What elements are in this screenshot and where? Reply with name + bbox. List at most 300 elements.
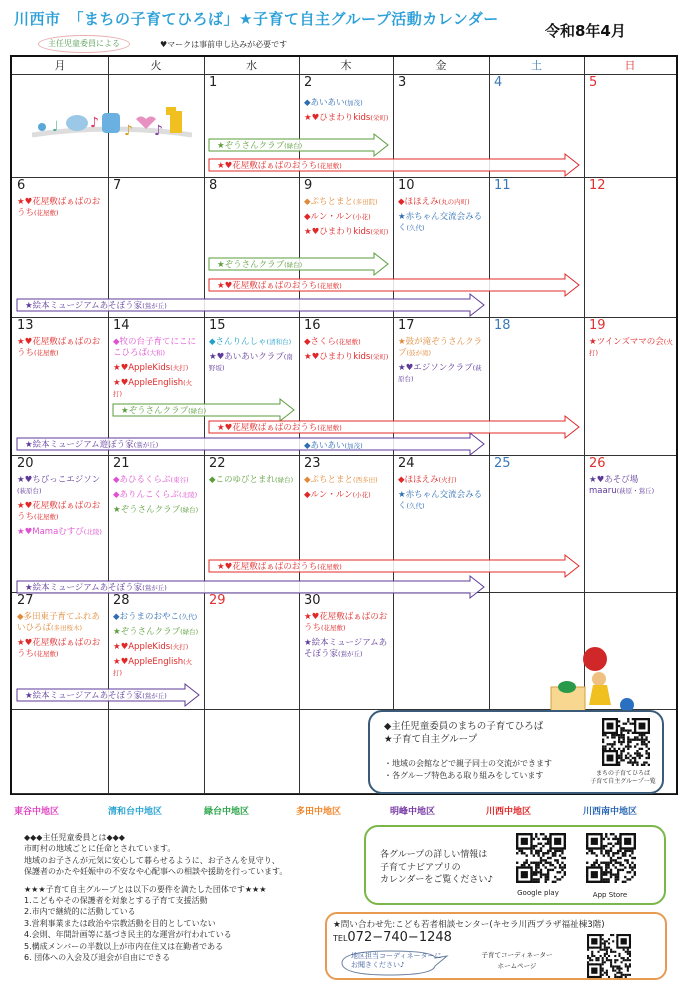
day-number <box>113 76 201 90</box>
app-line1: 各グループの詳しい情報は <box>380 850 488 860</box>
event-arrow[interactable] <box>209 555 579 577</box>
day-cell[interactable] <box>393 177 489 234</box>
day-number: 5 <box>589 75 598 90</box>
event-location: (丸の内町) <box>438 198 470 206</box>
event-location: (火打) <box>589 338 673 357</box>
day-cell[interactable] <box>204 592 299 608</box>
day-number: 27 <box>17 593 34 608</box>
event-item[interactable] <box>17 501 105 523</box>
arrow-label <box>217 279 342 291</box>
day-cell[interactable] <box>584 317 676 359</box>
district-label: 多田中地区 <box>296 807 342 817</box>
explanation-line: ◆◆◆主任児童委員とは◆◆◆ <box>24 833 125 842</box>
event-location: (花屋敷) <box>34 209 59 217</box>
tel-label: TEL <box>333 934 348 943</box>
explanation-text <box>24 832 287 963</box>
explanation-line: 地域のお子さんが元気に安心して暮らせるように、お子さんを見守り、 <box>24 855 280 865</box>
event-location: (鴬が丘) <box>142 692 167 700</box>
event-location: (花屋敷) <box>34 349 59 357</box>
day-number: 9 <box>304 178 313 193</box>
year-month: 令和8年4月 <box>545 22 626 40</box>
event-location: (久代) <box>406 224 425 232</box>
district-label: 清和台中地区 <box>108 807 163 817</box>
event-name: ★♥AppleEnglish <box>113 657 184 667</box>
event-name: ★♥花屋敷ばぁばのおうち <box>17 638 101 659</box>
day-cell[interactable] <box>204 74 299 90</box>
event-arrow[interactable] <box>209 253 388 275</box>
event-name: ★♥Mamaむすび <box>17 527 84 537</box>
event-arrow[interactable] <box>17 433 484 455</box>
event-name: ★♥花屋敷ばぁばのおうち <box>217 161 318 171</box>
explanation-line: ★★★子育て自主グループとは以下の要件を満たした団体です★★★ <box>24 884 267 894</box>
info-bullet1: ・地域の会館などで親子同士の交流ができます <box>384 759 552 768</box>
spacer <box>304 90 390 94</box>
info-box <box>368 710 664 794</box>
event-location: (小花) <box>352 213 371 221</box>
day-number: 2 <box>304 75 313 90</box>
event-name: ★絵本ミュージアムあそぼう家 <box>25 583 143 593</box>
event-arrow[interactable] <box>17 684 199 706</box>
day-cell[interactable] <box>299 592 393 660</box>
event-name: ★♥ちびっこエジソン <box>17 475 101 485</box>
event-name: ◆牧の台子育てにこにこひろば <box>113 337 197 358</box>
event-item[interactable] <box>17 197 105 219</box>
day-number: 14 <box>113 318 130 333</box>
arrow-label <box>217 560 342 572</box>
app-info-box <box>364 825 666 905</box>
day-cell[interactable] <box>204 317 299 374</box>
event-item[interactable] <box>17 475 105 497</box>
qr-caption-2: 子育て自主グループ一覧 <box>590 778 656 785</box>
event-item[interactable] <box>113 612 201 623</box>
day-cell[interactable] <box>299 177 393 238</box>
event-item[interactable] <box>17 527 105 538</box>
event-location: (久代) <box>179 613 198 621</box>
event-arrow[interactable] <box>209 154 579 176</box>
day-number: 6 <box>17 178 26 193</box>
event-item[interactable] <box>209 352 296 374</box>
event-location: (北陵) <box>179 491 198 499</box>
day-number: 7 <box>113 178 122 193</box>
event-location: (加茂) <box>344 99 363 107</box>
event-item[interactable] <box>113 363 201 374</box>
grid-line <box>204 57 205 793</box>
day-cell[interactable] <box>393 74 489 90</box>
event-location: (火打) <box>438 476 457 484</box>
event-location: (南野坂) <box>209 353 293 372</box>
event-item[interactable] <box>209 337 296 348</box>
weekday-header: 金 <box>435 59 447 72</box>
event-name: ◆ほほえみ <box>398 197 439 207</box>
day-number <box>494 594 581 608</box>
weekday-header: 日 <box>624 59 636 72</box>
event-item[interactable] <box>398 475 486 486</box>
day-cell[interactable] <box>584 455 676 497</box>
event-location: (鴬が丘) <box>338 650 363 658</box>
event-name: ★ぞうさんクラブ <box>121 406 189 416</box>
event-location: (花屋敷) <box>317 282 342 290</box>
event-item[interactable] <box>304 212 390 223</box>
app-store-qr[interactable] <box>586 833 636 887</box>
explanation-line: 1.こどもやその保護者を対象とする子育て支援活動 <box>24 896 208 906</box>
event-item[interactable] <box>113 505 201 516</box>
event-item[interactable] <box>304 638 390 660</box>
event-location: (花屋敷) <box>317 563 342 571</box>
contact-box <box>325 912 667 980</box>
homepage-label <box>477 950 557 972</box>
event-location: (萩原・鴬丘) <box>616 487 655 495</box>
event-location: (花屋敷) <box>34 650 59 658</box>
day-cell[interactable] <box>12 592 108 660</box>
event-location: (緑台) <box>284 142 303 150</box>
event-name: ★♥AppleKids <box>113 642 171 652</box>
contact-tel <box>333 930 452 945</box>
app-line2: 子育てナビアプリの <box>380 862 461 873</box>
event-name: ★絵本ミュージアムあそぼう家 <box>304 638 388 659</box>
arrow-label <box>217 258 302 270</box>
event-location: (大和) <box>147 349 166 357</box>
event-name: ★♥花屋敷ばぁばのおうち <box>17 197 101 218</box>
day-number: 16 <box>304 318 321 333</box>
tel-number: 072−740−1248 <box>347 930 452 945</box>
day-number: 30 <box>304 593 321 608</box>
info-line2: ★子育て自主グループ <box>384 734 478 745</box>
qr-caption-1: まちの子育てひろば <box>595 770 650 777</box>
event-item[interactable] <box>304 337 390 348</box>
event-name: ◆あひるくらぶ <box>113 475 171 485</box>
day-number: 3 <box>398 75 407 90</box>
event-name: ◆ありんこくらぶ <box>113 490 180 500</box>
day-number: 18 <box>494 318 511 333</box>
qr-pattern <box>602 718 650 766</box>
heart-note: ♥マークは事前申し込みが必要です <box>160 40 288 49</box>
district-label: 東谷中地区 <box>14 807 60 817</box>
day-cell[interactable] <box>12 177 108 219</box>
event-name: ★♥AppleKids <box>113 363 171 373</box>
event-item[interactable] <box>113 490 201 501</box>
district-label: 明峰中地区 <box>390 807 436 817</box>
day-cell[interactable] <box>108 74 204 90</box>
day-cell[interactable] <box>204 455 299 486</box>
contact-line: ★問い合わせ先:こども若者相談センター(キセラ川西プラザ福祉棟3階) <box>333 920 605 930</box>
event-location: (火打) <box>113 658 193 677</box>
day-cell[interactable] <box>584 177 676 193</box>
day-number: 19 <box>589 318 606 333</box>
event-arrow[interactable] <box>17 294 484 316</box>
event-name: ★ぞうさんクラブ <box>113 505 181 515</box>
event-name: ◆ルン・ルン <box>304 212 353 222</box>
event-arrow[interactable] <box>209 274 579 296</box>
day-cell[interactable] <box>108 455 204 516</box>
arrow-label <box>25 689 167 701</box>
day-number: 17 <box>398 318 415 333</box>
district-label: 川西南中地区 <box>583 807 638 817</box>
qr-code[interactable] <box>602 718 650 770</box>
qr-caption <box>582 770 664 786</box>
event-name: ★ぞうさんクラブ <box>113 627 181 637</box>
event-item[interactable] <box>209 475 296 486</box>
explanation-line: 市町村の地域ごとに任命とされています。 <box>24 844 176 854</box>
event-location: (火打) <box>170 643 189 651</box>
hp-line1: 子育てコーディネーター <box>481 951 553 959</box>
qr-pattern <box>587 934 631 978</box>
event-location: (栄町) <box>370 228 389 236</box>
day-cell[interactable] <box>393 455 489 512</box>
day-cell[interactable] <box>12 74 108 90</box>
day-cell[interactable] <box>299 317 393 363</box>
info-bullet2: ・各グループ特色ある取り組みをしています <box>384 771 544 780</box>
day-cell[interactable] <box>299 74 393 124</box>
event-item[interactable] <box>17 638 105 660</box>
day-number <box>398 594 486 608</box>
qr-pattern <box>516 833 566 883</box>
event-name: ◆さんりんしゃ <box>209 337 267 347</box>
day-cell[interactable] <box>393 592 489 608</box>
event-item[interactable] <box>17 337 105 359</box>
bubble-line2: お聞きください♪ <box>351 961 405 969</box>
event-item[interactable] <box>398 363 486 385</box>
event-name: ★ぞうさんクラブ <box>217 141 285 151</box>
google-play-label: Google play <box>517 889 559 897</box>
arrow-label <box>217 139 302 151</box>
event-item[interactable] <box>304 113 390 124</box>
arrow-label <box>121 404 206 416</box>
app-store-label: App Store <box>592 891 628 899</box>
event-location: (小花) <box>352 491 371 499</box>
day-number: 4 <box>494 75 503 90</box>
event-item[interactable] <box>398 490 486 512</box>
event-location: (萩原台) <box>17 487 42 495</box>
weekday-header: 水 <box>246 59 257 72</box>
event-location: (加茂) <box>344 442 363 450</box>
event-name: ★ツインズママの会 <box>589 337 664 347</box>
event-name: ◆あいあい <box>304 441 345 451</box>
explanation-line: 6. 団体への入会及び退会が自由にできる <box>24 953 171 963</box>
event-name: ◆このゆびとまれ <box>209 475 276 485</box>
arrow-label <box>25 438 158 450</box>
day-cell[interactable] <box>204 177 299 193</box>
day-cell[interactable] <box>489 592 584 608</box>
event-name: ★♥ひまわりkids <box>304 352 371 362</box>
event-location: (鼓が滝) <box>406 349 432 357</box>
event-name: ◆多田東子育てふれあいひろば <box>17 612 101 633</box>
day-cell[interactable] <box>393 317 489 385</box>
event-item[interactable] <box>304 227 390 238</box>
day-cell[interactable] <box>489 317 584 333</box>
event-location: (多田桜木) <box>51 624 83 632</box>
bubble-line1: 地区担当コーディネーターに <box>351 952 442 960</box>
event-location: (鴬が丘) <box>142 302 167 310</box>
event-location: (鴬が丘) <box>133 441 159 449</box>
event-location: (清和台) <box>266 338 292 346</box>
event-name: ◆ルン・ルン <box>304 490 353 500</box>
day-number <box>17 76 105 90</box>
day-number: 25 <box>494 456 511 471</box>
event-location: (花屋敷) <box>321 624 346 632</box>
event-item[interactable] <box>17 612 105 634</box>
event-location: (花屋敷) <box>34 513 59 521</box>
event-name: ◆ぷちとまと <box>304 197 354 207</box>
district-label: 川西中地区 <box>486 807 532 817</box>
day-cell[interactable] <box>12 455 108 538</box>
event-name: ★絵本ミュージアム遊ぼう家 <box>25 440 134 450</box>
event-item[interactable] <box>304 475 390 486</box>
page-title: 川西市 「まちの子育てひろば」★子育て自主グループ活動カレンダー <box>14 10 499 28</box>
event-location: (東谷) <box>170 476 189 484</box>
event-location: (久代) <box>406 502 425 510</box>
event-item[interactable] <box>113 378 201 400</box>
day-cell[interactable] <box>489 455 584 471</box>
info-line1: ◆主任児童委員のまちの子育てひろば <box>384 721 544 732</box>
event-name: ★♥花屋敷ばぁばのおうち <box>304 612 388 633</box>
explanation-line: 4.会則、年間計画等に基づき民主的な運営が行われている <box>24 930 232 940</box>
event-name: ★♥エジソンクラブ <box>398 363 473 373</box>
event-location: (花屋敷) <box>317 424 342 432</box>
event-name: ★絵本ミュージアムあそぼう家 <box>25 691 143 701</box>
event-location: (北陵) <box>83 528 102 536</box>
event-item[interactable] <box>113 642 201 653</box>
event-name: ★♥花屋敷ばぁばのおうち <box>217 562 318 572</box>
day-number: 13 <box>17 318 34 333</box>
event-location: (火打) <box>113 379 193 398</box>
event-item[interactable] <box>304 352 390 363</box>
event-name: ★ぞうさんクラブ <box>217 260 285 270</box>
speech-bubble: 主任児童委員による <box>38 35 130 53</box>
event-item[interactable] <box>304 441 363 452</box>
day-cell[interactable] <box>584 74 676 90</box>
day-cell[interactable] <box>489 177 584 193</box>
day-number: 23 <box>304 456 321 471</box>
event-name: ★赤ちゃん交流会みるく <box>398 490 483 511</box>
day-number: 28 <box>113 593 130 608</box>
day-number: 8 <box>209 178 218 193</box>
svg-text:♪: ♪ <box>124 123 133 139</box>
event-location: (緑台) <box>180 628 199 636</box>
event-name: ★♥花屋敷ばぁばのおうち <box>217 423 318 433</box>
event-item[interactable] <box>304 98 390 109</box>
arrow-label <box>217 159 342 171</box>
day-cell[interactable] <box>12 317 108 359</box>
day-number: 10 <box>398 178 415 193</box>
event-item[interactable] <box>304 197 390 208</box>
explanation-line: 2.市内で継続的に活動している <box>24 907 136 917</box>
event-item[interactable] <box>398 197 486 208</box>
event-item[interactable] <box>113 627 201 638</box>
event-location: (緑台) <box>188 407 207 415</box>
arrow-label <box>217 421 342 433</box>
district-label: 緑台中地区 <box>204 807 250 817</box>
weekday-header: 木 <box>340 59 352 72</box>
explanation-line: 5.構成メンバーの半数以上が市内在住又は在勤者である <box>24 941 224 951</box>
svg-text:♪: ♪ <box>90 115 99 131</box>
event-name: ★♥あいあいクラブ <box>209 352 284 362</box>
day-cell[interactable] <box>108 592 204 679</box>
day-cell[interactable] <box>489 74 584 90</box>
event-name: ◆ほほえみ <box>398 475 439 485</box>
event-item[interactable] <box>113 475 201 486</box>
event-arrow[interactable] <box>209 134 388 156</box>
svg-text:♪: ♪ <box>154 123 163 139</box>
day-cell[interactable] <box>584 592 676 608</box>
day-cell[interactable] <box>108 177 204 193</box>
explanation-line: 保護者のかたや妊娠中の不安なや心配事への相談や援助を行っています。 <box>24 867 288 877</box>
event-name: ★♥あそび場maaru <box>589 475 639 496</box>
day-cell[interactable] <box>299 455 393 501</box>
music-animals-illustration <box>32 105 192 149</box>
event-name: ★赤ちゃん交流会みるく <box>398 212 483 233</box>
event-location: (萩原台) <box>398 364 482 383</box>
coordinator-bubble <box>351 952 441 970</box>
event-name: ★♥花屋敷ばぁばのおうち <box>17 337 101 358</box>
event-location: (栄町) <box>370 114 389 122</box>
event-name: ★♥花屋敷ばぁばのおうち <box>17 501 101 522</box>
event-name: ◆おうまのおやこ <box>113 612 180 622</box>
event-name: ★♥ひまわりkids <box>304 113 371 123</box>
day-number: 24 <box>398 456 415 471</box>
day-number: 20 <box>17 456 34 471</box>
event-location: (緑台) <box>180 506 199 514</box>
app-text <box>380 849 493 887</box>
event-item[interactable] <box>113 337 201 359</box>
event-name: ★鼓が滝ぞうさんクラブ <box>398 337 483 358</box>
svg-text:♩: ♩ <box>52 119 59 135</box>
day-number: 22 <box>209 456 226 471</box>
event-location: (火打) <box>170 364 189 372</box>
event-location: (西多田) <box>353 476 378 484</box>
day-number: 15 <box>209 318 226 333</box>
event-item[interactable] <box>589 337 673 359</box>
homepage-qr[interactable] <box>587 934 631 982</box>
event-name: ★♥AppleEnglish <box>113 378 184 388</box>
explanation-line: 3.営利事業または政治や宗教活動を目的としていない <box>24 918 216 928</box>
event-item[interactable] <box>398 212 486 234</box>
event-name: ◆あいあい <box>304 98 345 108</box>
event-location: (花屋敷) <box>317 162 342 170</box>
google-play-qr[interactable] <box>516 833 566 887</box>
app-line3: カレンダーをご覧ください♪ <box>380 875 494 885</box>
event-name: ★絵本ミュージアムあそぼう家 <box>25 301 143 311</box>
event-name: ◆さくら <box>304 337 337 347</box>
day-number: 29 <box>209 593 226 608</box>
event-location: (緑台) <box>275 476 294 484</box>
event-location: (緑台) <box>284 261 303 269</box>
day-cell[interactable] <box>108 317 204 400</box>
event-name: ◆ぷちとまと <box>304 475 354 485</box>
day-number <box>589 594 673 608</box>
event-item[interactable] <box>304 490 390 501</box>
event-item[interactable] <box>304 612 390 634</box>
day-number: 1 <box>209 75 218 90</box>
event-item[interactable] <box>113 657 201 679</box>
day-number: 12 <box>589 178 606 193</box>
qr-pattern <box>586 833 636 883</box>
grid-line <box>108 57 109 793</box>
event-location: (鴬が丘) <box>142 584 167 592</box>
weekday-header: 火 <box>150 59 162 72</box>
event-location: (花屋敷) <box>336 338 361 346</box>
day-number: 11 <box>494 178 511 193</box>
hp-line2: ホームページ <box>497 962 537 970</box>
event-item[interactable] <box>589 475 673 497</box>
calendar <box>10 55 678 795</box>
event-location: (多田院) <box>353 198 378 206</box>
day-number: 26 <box>589 456 606 471</box>
weekday-header: 土 <box>531 59 542 72</box>
event-name: ★♥花屋敷ばぁばのおうち <box>217 281 318 291</box>
event-item[interactable] <box>398 337 486 359</box>
day-number: 21 <box>113 456 130 471</box>
event-name: ★♥ひまわりkids <box>304 227 371 237</box>
